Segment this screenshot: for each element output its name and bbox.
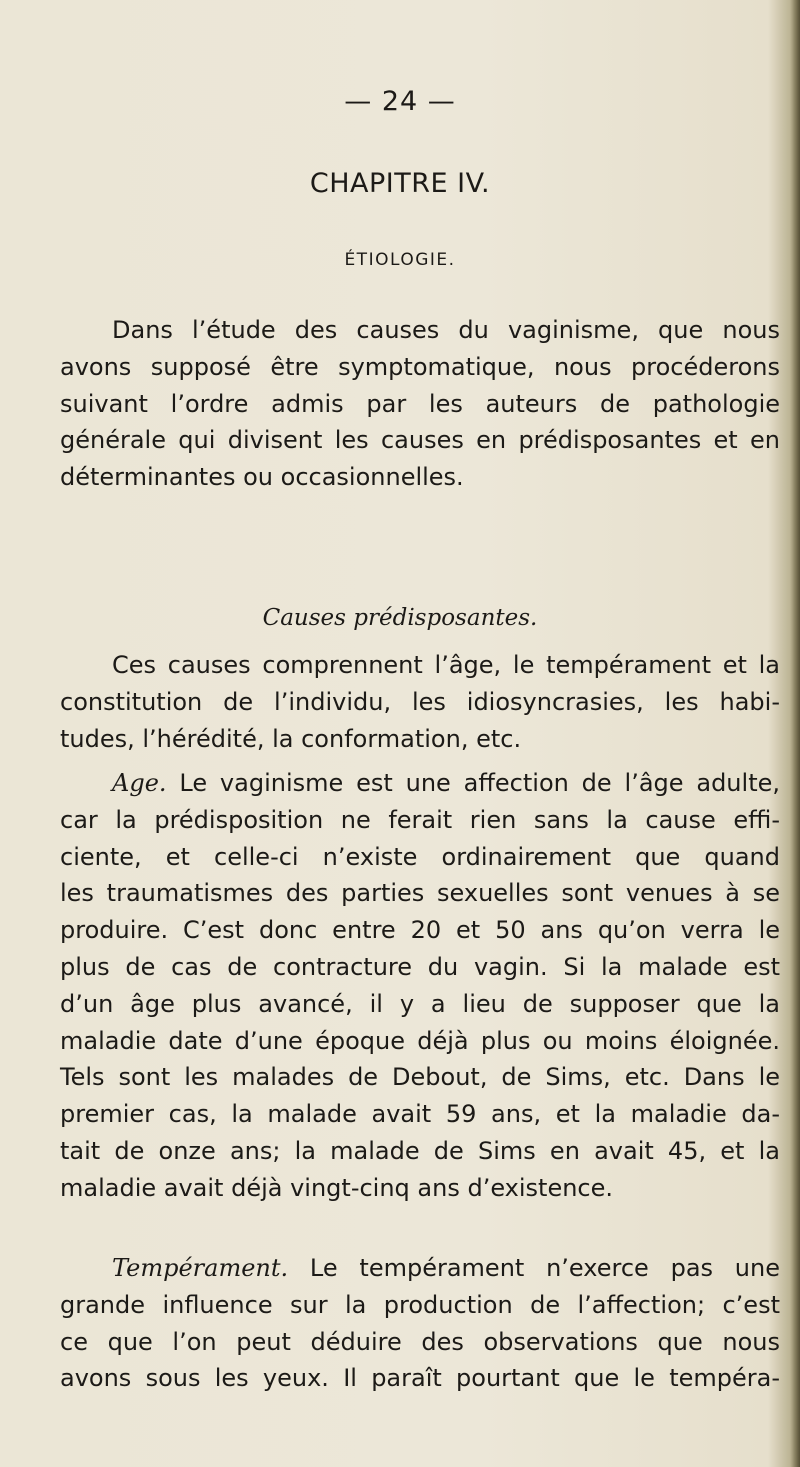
paragraph-line: car la prédisposition ne ferait rien sans la cause effi- xyxy=(60,805,780,834)
paragraph-line: ce que l’on peut déduire des observations que nous xyxy=(60,1327,780,1356)
intro-paragraph xyxy=(60,312,780,496)
paragraph-line xyxy=(60,1250,780,1287)
temperament-lead: Tempérament. xyxy=(112,1254,289,1282)
paragraph-line: ciente, et celle-ci n’existe ordinairement que quand xyxy=(60,842,780,871)
age-lead: Age. xyxy=(112,769,167,797)
age-paragraph xyxy=(60,765,780,1207)
paragraph-line: générale qui divisent les causes en prédisposantes et en xyxy=(60,426,780,455)
paragraph-line: plus de cas de contracture du vagin. Si la malade est xyxy=(60,952,780,981)
age-line-text: Le vaginisme est une affection de l’âge adulte, xyxy=(166,769,780,797)
paragraph-line: avons sous les yeux. Il paraît pourtant que le tempéra- xyxy=(60,1364,780,1393)
paragraph-line: suivant l’ordre admis par les auteurs de pathologie xyxy=(60,389,780,418)
paragraph-line: maladie avait déjà vingt-cinq ans d’existence. xyxy=(60,1173,614,1202)
paragraph-line: tait de onze ans; la malade de Sims en avait 45, et la xyxy=(60,1136,780,1165)
paragraph-line: Ces causes comprennent l’âge, le tempérament et la xyxy=(112,651,780,679)
paragraph-line: Dans l’étude des causes du vaginisme, que nous xyxy=(112,316,780,344)
paragraph-line: d’un âge plus avancé, il y a lieu de supposer que la xyxy=(60,989,780,1018)
paragraph-line: grande influence sur la production de l’affection; c’est xyxy=(60,1290,780,1319)
temperament-line-text: Le tempérament n’exerce pas une xyxy=(288,1254,780,1282)
causes-paragraph xyxy=(60,647,780,757)
paragraph-line: produire. C’est donc entre 20 et 50 ans qu’on verra le xyxy=(60,916,780,945)
section-title: ÉTIOLOGIE. xyxy=(344,250,456,270)
page-edge-shadow xyxy=(790,0,800,1467)
paragraph-line: tudes, l’hérédité, la conformation, etc. xyxy=(60,724,522,753)
paragraph-line: premier cas, la malade avait 59 ans, et la maladie da- xyxy=(60,1100,780,1129)
paragraph-line: constitution de l’individu, les idiosyncrasies, les habi- xyxy=(60,687,780,716)
page-number: — 24 — xyxy=(344,86,456,117)
chapter-title: CHAPITRE IV. xyxy=(309,168,491,199)
temperament-paragraph xyxy=(60,1250,780,1397)
paragraph-line: Tels sont les malades de Debout, de Sims, etc. Dans le xyxy=(60,1063,780,1092)
paragraph-line: avons supposé être symptomatique, nous procéderons xyxy=(60,352,780,381)
paragraph-line: maladie date d’une époque déjà plus ou moins éloignée. xyxy=(60,1026,780,1055)
paragraph-line: déterminantes ou occasionnelles. xyxy=(60,463,464,492)
subheading-causes-predisposantes: Causes prédisposantes. xyxy=(262,605,538,631)
paragraph-line xyxy=(60,765,780,802)
paragraph-line: les traumatismes des parties sexuelles sont venues à se xyxy=(60,879,780,908)
